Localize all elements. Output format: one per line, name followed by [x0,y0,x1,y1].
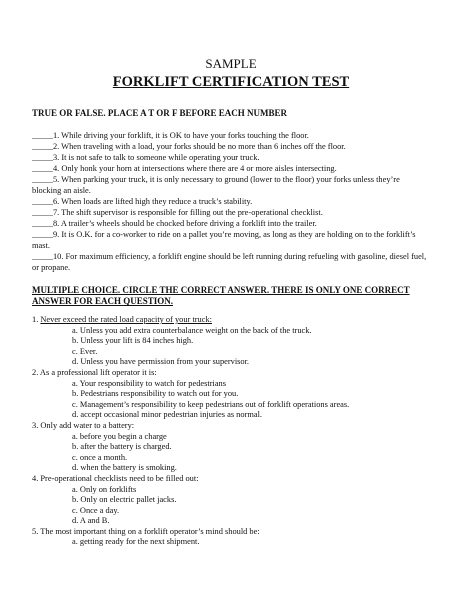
question-number: 2. [32,367,40,377]
tf-item [32,141,430,152]
tf-item [32,163,430,174]
question-number: 3. [32,420,41,430]
answer-option[interactable]: d. A and B. [72,516,110,526]
multiple-choice-list [32,315,430,548]
answer-blank[interactable]: _____ [32,219,53,228]
answer-blank[interactable]: _____ [32,164,53,173]
answer-option[interactable]: b. Only on electric pallet jacks. [72,495,177,505]
answer-blank[interactable]: _____ [32,131,53,140]
question-text: Only add water to a battery: [40,420,135,430]
question-number: 1. [32,315,41,324]
tf-item [32,229,430,251]
tf-item [32,130,430,141]
answer-option[interactable]: c. once a month. [72,452,128,462]
answer-blank[interactable]: _____ [32,197,53,206]
tf-item-text: 10. For maximum efficiency, a forklift engine should be left running during refueling with gasoline, diesel fuel, or propane. [32,252,427,272]
answer-option[interactable]: c. Management’s responsibility to keep pedestrians out of forklift operations areas. [72,399,350,409]
tf-item-text: 4. Only honk your horn at intersections where there are 4 or more aisles intersecting. [52,164,337,173]
question [32,368,430,379]
tf-item-text: 9. It is O.K. for a co-worker to ride on a pallet you’re moving, as long as they are holding on to the forklift’s mast. [32,230,416,250]
answer-option[interactable]: c. Ever. [72,346,98,356]
answer-blank[interactable]: _____ [32,142,53,151]
tf-item [32,152,430,163]
true-false-heading: TRUE OR FALSE. PLACE A T OR F BEFORE EACH NUMBER [32,108,287,118]
tf-item-text: 7. The shift supervisor is responsible for filling out the pre-operational checklist. [52,208,323,217]
question [32,421,430,432]
answer-blank[interactable]: _____ [32,153,53,162]
tf-item [32,251,430,273]
answer-blank[interactable]: _____ [32,175,53,184]
answer-option[interactable]: a. Your responsibility to watch for pedestrians [72,378,226,388]
answer-option[interactable]: a. before you begin a charge [72,431,167,441]
tf-item-text: 5. When parking your truck, it is only necessary to ground (lower to the floor) your forks unless they’re blocking an aisle. [32,175,400,195]
answer-option[interactable]: a. Only on forklifts [72,484,137,494]
answer-option[interactable]: b. after the battery is charged. [72,442,172,452]
answer-blank[interactable]: _____ [32,230,53,239]
tf-item [32,174,430,196]
answer-option[interactable]: a. getting ready for the next shipment. [72,537,200,547]
answer-blank[interactable]: _____ [32,208,53,217]
tf-item [32,218,430,229]
question [32,474,430,485]
answer-option[interactable]: d. when the battery is smoking. [72,463,177,473]
tf-item [32,207,430,218]
tf-item-text: 6. When loads are lifted high they reduce a truck’s stability. [52,197,253,206]
tf-item-text: 3. It is not safe to talk to someone while operating your truck. [52,153,260,162]
answer-option[interactable]: b. Unless your lift is 84 inches high. [72,336,194,346]
tf-item-text: 8. A trailer’s wheels should be chocked before driving a forklift into the trailer. [52,219,317,228]
tf-item-text: 1. While driving your forklift, it is OK to have your forks touching the floor. [52,131,309,140]
answer-blank[interactable]: _____ [32,252,53,261]
title-sample: SAMPLE [205,56,257,71]
question-text: The most important thing on a forklift operator’s mind should be: [40,526,260,536]
answer-option[interactable]: d. accept occasional minor pedestrian injuries as normal. [72,410,262,420]
question [32,527,430,538]
answer-option[interactable]: d. Unless you have permission from your supervisor. [72,357,250,367]
page-title: FORKLIFT CERTIFICATION TEST [112,74,350,90]
true-false-list [32,130,430,273]
answer-option[interactable]: a. Unless you add extra counterbalance weight on the back of the truck. [72,325,312,335]
question-text: As a professional lift operator it is: [39,367,157,377]
tf-item-text: 2. When traveling with a load, your forks should be no more than 6 inches off the floor. [52,142,346,151]
question-text: Never exceed the rated load capacity of your truck: [40,315,212,324]
question-number: 4. [32,473,41,483]
question [32,315,430,326]
answer-option[interactable]: b. Pedestrians responsibility to watch out for you. [72,389,239,399]
question-text: Pre-operational checklists need to be filled out: [40,473,199,483]
multiple-choice-heading: MULTIPLE CHOICE. CIRCLE THE CORRECT ANSWER. THERE IS ONLY ONE CORRECT ANSWER FOR EACH QUESTION. [32,285,410,306]
tf-item [32,196,430,207]
question-number: 5. [32,526,41,536]
answer-option[interactable]: c. Once a day. [72,505,120,515]
